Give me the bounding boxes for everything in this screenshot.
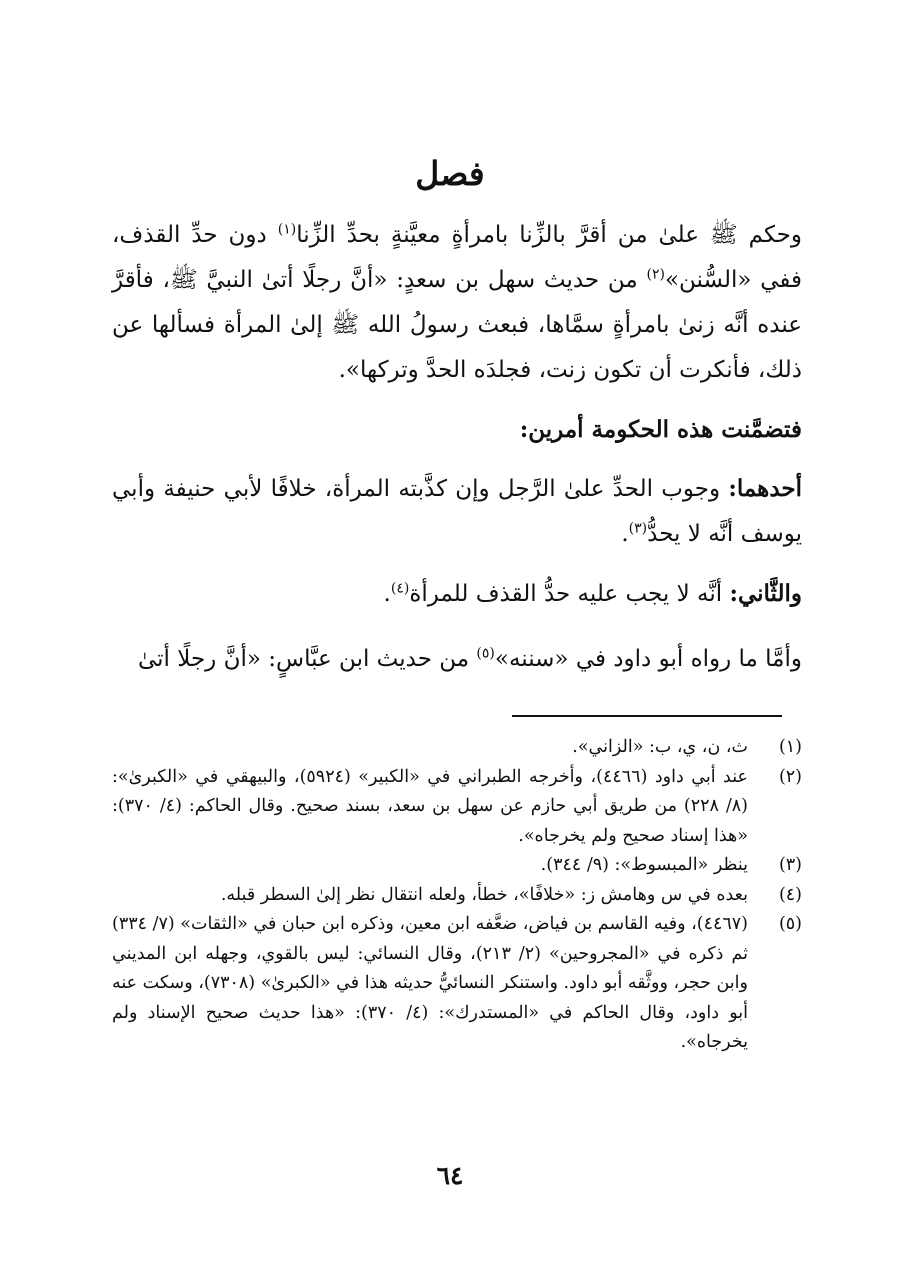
footnote-ref-2[interactable]: (٢) — [646, 266, 665, 283]
footnote-number: (٣) — [778, 855, 802, 875]
section-title: فصل — [415, 154, 485, 193]
paragraph-abu-dawud: وأمَّا ما رواه أبو داود في «سننه»$^{(٥)}$ من حديث ابن عبَّاسٍ: «أنَّ رجلًا أتىٰ — [137, 645, 802, 672]
page-number: ٦٤ — [436, 1161, 464, 1190]
footnote-3 — [112, 851, 802, 881]
footnote-1 — [112, 733, 802, 763]
footnote-number: (٤) — [778, 884, 802, 905]
footnote-number: (١) — [778, 737, 802, 757]
footnote-text: ث، ن، ي، ب: «الزاني». — [572, 737, 748, 757]
footnote-text: بعده في س وهامش ز: «خلافًا»، خطأ، ولعله انتقال نظر إلىٰ السطر قبله. — [220, 884, 748, 905]
footnote-2 — [112, 763, 802, 852]
footnote-ref-1[interactable]: (١) — [277, 221, 297, 238]
footnote-text: (٤٤٦٧)، وفيه القاسم بن فياض، ضعَّفه ابن معين، وذكره ابن حبان في «الثقات» (٧/ ٣٣٤) ثم ذكره في «المجروحين» (٢/ ٢١٣)، وقال النسائي: ليس بالقوي، وجهله ابن المديني وابن حجر، ووثَّقه أبو داود. واستنكر النسائيُّ حديثه هذا في «الكبرىٰ» (٧٣٠٨)، وسكت عنه أبو داود، وقال الحاكم في «المستدرك»: (٤/ ٣٧٠): «هذا حديث صحيح الإسناد ولم يخرجاه». — [112, 914, 749, 1052]
footnote-ref-4[interactable]: (٤) — [390, 580, 410, 597]
footnote-text: عند أبي داود (٤٤٦٦)، وأخرجه الطبراني في «الكبير» (٥٩٢٤)، والبيهقي في «الكبرىٰ»: (٨/ ٢٢٨) من طريق أبي حازم عن سهل بن سعد، بسند صحيح. وقال الحاكم: (٤/ ٣٧٠): «هذا إسناد صحيح ولم يخرجاه». — [112, 766, 748, 846]
footnote-number: (٥) — [778, 914, 802, 934]
footnote-separator — [512, 715, 782, 717]
main-text — [112, 213, 802, 682]
footnote-ref-5[interactable]: (٥) — [476, 645, 495, 662]
paragraph-two-matters: فتضمَّنت هذه الحكومة أمرين: — [519, 416, 802, 443]
footnote-4 — [112, 881, 802, 911]
footnote-ref-3[interactable]: (٣) — [628, 520, 648, 537]
footnote-5 — [112, 910, 802, 1058]
footnote-text: ينظر «المبسوط»: (٩/ ٣٤٤). — [540, 855, 748, 875]
paragraph-second-matter: والثَّاني: أنَّه لا يجب عليه حدُّ القذف للمرأة$^{(٤)}$. — [383, 580, 802, 607]
footnote-number: (٢) — [778, 766, 802, 787]
footnotes — [112, 733, 802, 1058]
paragraph-first-matter: أحدهما: وجوب الحدِّ علىٰ الرَّجل وإن كذَّبته المرأة، خلافًا لأبي حنيفة وأبي يوسف أنَّه لا يحدُّ$^{(٣)}$. — [112, 475, 802, 547]
paragraph-hadith-sahl: وحكم ﷺ علىٰ من أقرَّ بالزِّنا بامرأةٍ معيَّنةٍ بحدِّ الزِّنا$^{(١)}$ دون حدِّ القذف، ففي «السُّنن»$^{(٢)}$ من حديث سهل بن سعدٍ: «أنَّ رجلًا أتىٰ النبيَّ ﷺ، فأقرَّ عنده أنَّه زنىٰ بامرأةٍ سمَّاها، فبعث رسولُ الله ﷺ إلىٰ المرأة فسألها عن ذلك، فأنكرت أن تكون زنت، فجلدَه الحدَّ وتركها». — [112, 221, 802, 383]
